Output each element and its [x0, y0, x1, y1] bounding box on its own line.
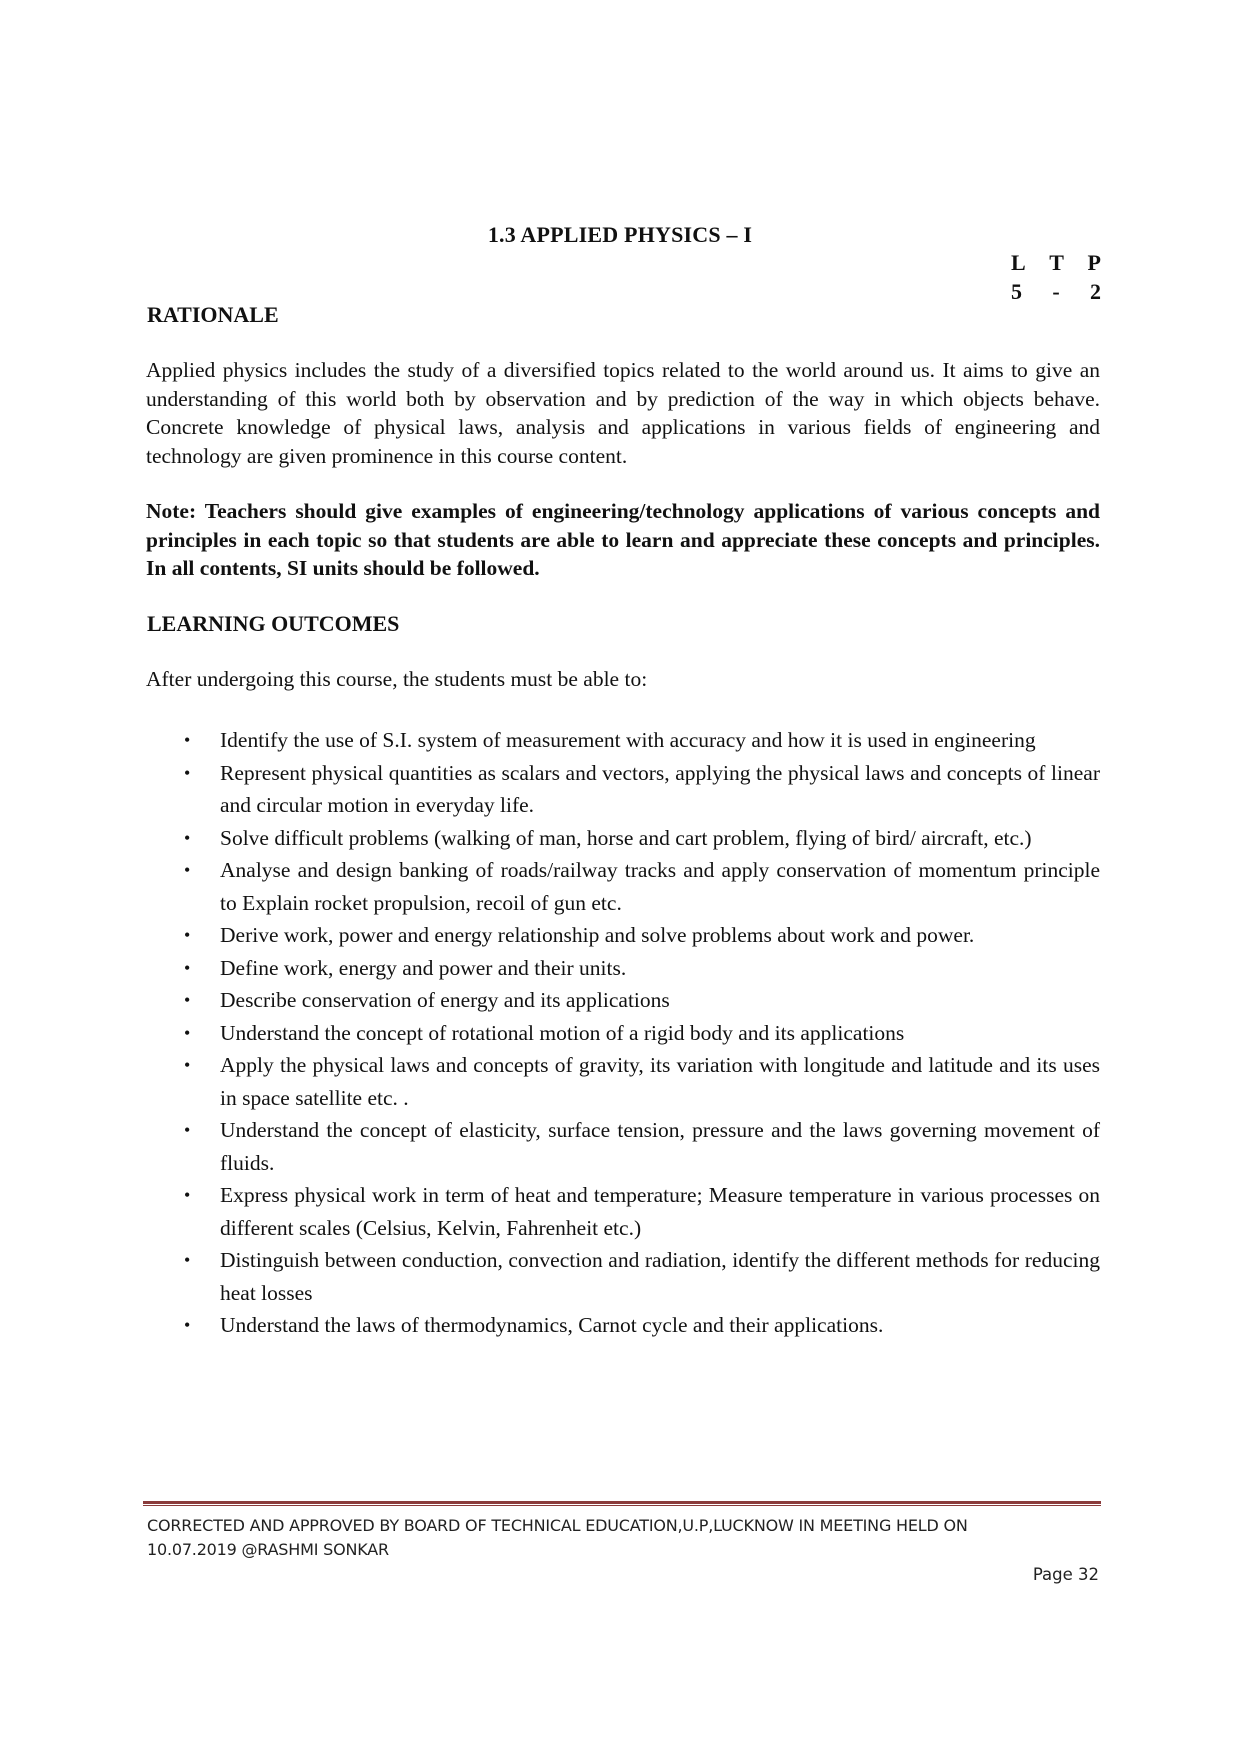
footer-divider [143, 1501, 1101, 1507]
list-item [146, 952, 1100, 985]
outcome-text: Understand the concept of rotational motion of a rigid body and its applications [220, 1020, 905, 1045]
ltp-header-p: P [1087, 250, 1101, 275]
learning-outcomes-list [146, 724, 1100, 1342]
list-item [146, 919, 1100, 952]
list-item [146, 1309, 1100, 1342]
outcome-text: Derive work, power and energy relationship and solve problems about work and power. [220, 923, 975, 947]
bullet-icon: • [184, 1185, 191, 1205]
outcome-text: Express physical work in term of heat and temperature; Measure temperature in various processes on different scales (Celsius, Kelvin, Fahrenheit etc.) [220, 1183, 1100, 1240]
ltp-value-t: - [1052, 279, 1060, 304]
outcome-text: Understand the concept of elasticity, surface tension, pressure and the laws governing movement of fluids. [220, 1118, 1100, 1175]
list-item [146, 1179, 1100, 1244]
rationale-paragraph: Applied physics includes the study of a diversified topics related to the world around us. It aims to give an understanding of this world both by observation and by prediction of the way in which objects behave. Concrete knowledge of physical laws, analysis and applications in various fields of engineering and technology are given prominence in this course content. [146, 358, 1100, 468]
outcome-text: Represent physical quantities as scalars and vectors, applying the physical laws and concepts of linear and circular motion in everyday life. [220, 760, 1100, 817]
list-item [146, 757, 1100, 822]
bullet-icon: • [184, 730, 191, 750]
outcome-text: Understand the laws of thermodynamics, Carnot cycle and their applications. [220, 1313, 884, 1337]
course-title: 1.3 APPLIED PHYSICS – I [487, 222, 753, 247]
bullet-icon: • [184, 925, 191, 945]
outcome-text: Analyse and design banking of roads/railway tracks and apply conservation of momentum principle to Explain rocket propulsion, recoil of gun etc. [220, 858, 1100, 915]
list-item [146, 724, 1100, 757]
learning-outcomes-heading: LEARNING OUTCOMES [147, 611, 400, 636]
rationale-heading: RATIONALE [147, 302, 279, 327]
bullet-icon: • [184, 1120, 191, 1140]
list-item [146, 1049, 1100, 1114]
outcome-text: Solve difficult problems (walking of man, horse and cart problem, flying of bird/ aircraft, etc.) [220, 825, 1032, 850]
list-item [146, 854, 1100, 919]
outcome-text: Identify the use of S.I. system of measurement with accuracy and how it is used in engineering [220, 728, 1036, 752]
ltp-header-row [1011, 248, 1101, 277]
ltp-header-l: L [1011, 250, 1026, 275]
list-item [146, 1244, 1100, 1309]
outcome-text: Apply the physical laws and concepts of gravity, its variation with longitude and latitude and its uses in space satellite etc. . [220, 1053, 1100, 1110]
bullet-icon: • [184, 1022, 191, 1043]
list-item [146, 1114, 1100, 1179]
list-item [146, 1017, 1100, 1050]
teacher-note: Note: Teachers should give examples of engineering/technology applications of various concepts and principles in each topic so that students are able to learn and appreciate these concepts and principles. In all contents, SI units should be followed. [146, 499, 1100, 580]
learning-outcomes-intro: After undergoing this course, the students must be able to: [146, 667, 648, 691]
ltp-value-p: 2 [1089, 279, 1101, 304]
footer-divider-thin [143, 1505, 1101, 1506]
outcome-text: Define work, energy and power and their units. [220, 955, 627, 980]
bullet-icon: • [184, 957, 191, 978]
bullet-icon: • [184, 1250, 191, 1270]
ltp-value-l: 5 [1011, 279, 1022, 304]
footer-approval-note [147, 1514, 1107, 1562]
bullet-icon: • [184, 1315, 191, 1335]
ltp-header-t: T [1049, 250, 1064, 275]
bullet-icon: • [184, 762, 191, 783]
bullet-icon: • [184, 860, 191, 880]
footer-line-2: 10.07.2019 @RASHMI SONKAR [147, 1540, 389, 1559]
outcome-text: Distinguish between conduction, convection and radiation, identify the different methods for reducing heat losses [220, 1248, 1100, 1305]
bullet-icon: • [184, 1055, 191, 1075]
bullet-icon: • [184, 990, 191, 1010]
ltp-table [1011, 248, 1101, 306]
footer-line-1: CORRECTED AND APPROVED BY BOARD OF TECHNICAL EDUCATION,U.P,LUCKNOW IN MEETING HELD ON [147, 1516, 968, 1535]
bullet-icon: • [184, 827, 191, 848]
outcome-text: Describe conservation of energy and its applications [220, 988, 670, 1012]
list-item [146, 984, 1100, 1017]
page-number: Page 32 [1032, 1565, 1099, 1584]
ltp-values-row [1011, 277, 1101, 306]
list-item [146, 822, 1100, 855]
